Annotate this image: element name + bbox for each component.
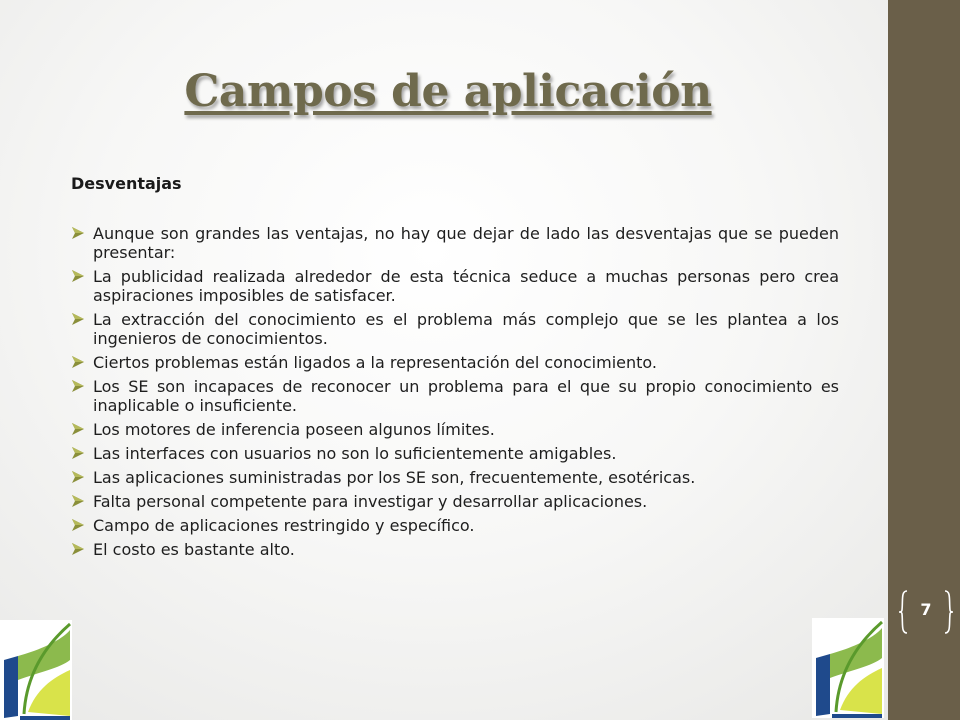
slide-title: Campos de aplicación: [184, 66, 712, 117]
list-item: El costo es bastante alto.: [71, 540, 839, 559]
list-item: Los SE son incapaces de reconocer un problema para el que su propio conocimiento es inaplicable o insuficiente.: [71, 377, 839, 415]
list-item: Falta personal competente para investigar y desarrollar aplicaciones.: [71, 492, 839, 511]
list-item: Las interfaces con usuarios no son lo suficientemente amigables.: [71, 444, 839, 463]
list-item: Las aplicaciones suministradas por los SE son, frecuentemente, esotéricas.: [71, 468, 839, 487]
arrow-bullet-icon: [71, 379, 85, 393]
bullet-list: [71, 224, 839, 564]
section-subtitle: Desventajas: [71, 174, 182, 193]
page-number-box: [896, 590, 956, 634]
arrow-bullet-icon: [71, 446, 85, 460]
right-bracket-icon: [944, 590, 954, 634]
arrow-bullet-icon: [71, 312, 85, 326]
list-item: Los motores de inferencia poseen algunos límites.: [71, 420, 839, 439]
arrow-bullet-icon: [71, 422, 85, 436]
logo-leaf-icon: [0, 620, 72, 720]
arrow-bullet-icon: [71, 518, 85, 532]
logo-leaf-icon: [812, 618, 884, 718]
arrow-bullet-icon: [71, 226, 85, 240]
arrow-bullet-icon: [71, 494, 85, 508]
arrow-bullet-icon: [71, 355, 85, 369]
list-item: La extracción del conocimiento es el problema más complejo que se les plantea a los ingenieros de conocimientos.: [71, 310, 839, 348]
arrow-bullet-icon: [71, 542, 85, 556]
page-number: 7: [920, 600, 932, 619]
list-item: Ciertos problemas están ligados a la representación del conocimiento.: [71, 353, 839, 372]
list-item: Campo de aplicaciones restringido y específico.: [71, 516, 839, 535]
list-item: La publicidad realizada alrededor de esta técnica seduce a muchas personas pero crea aspiraciones imposibles de satisfacer.: [71, 267, 839, 305]
arrow-bullet-icon: [71, 470, 85, 484]
arrow-bullet-icon: [71, 269, 85, 283]
list-item: Aunque son grandes las ventajas, no hay que dejar de lado las desventajas que se pueden presentar:: [71, 224, 839, 262]
